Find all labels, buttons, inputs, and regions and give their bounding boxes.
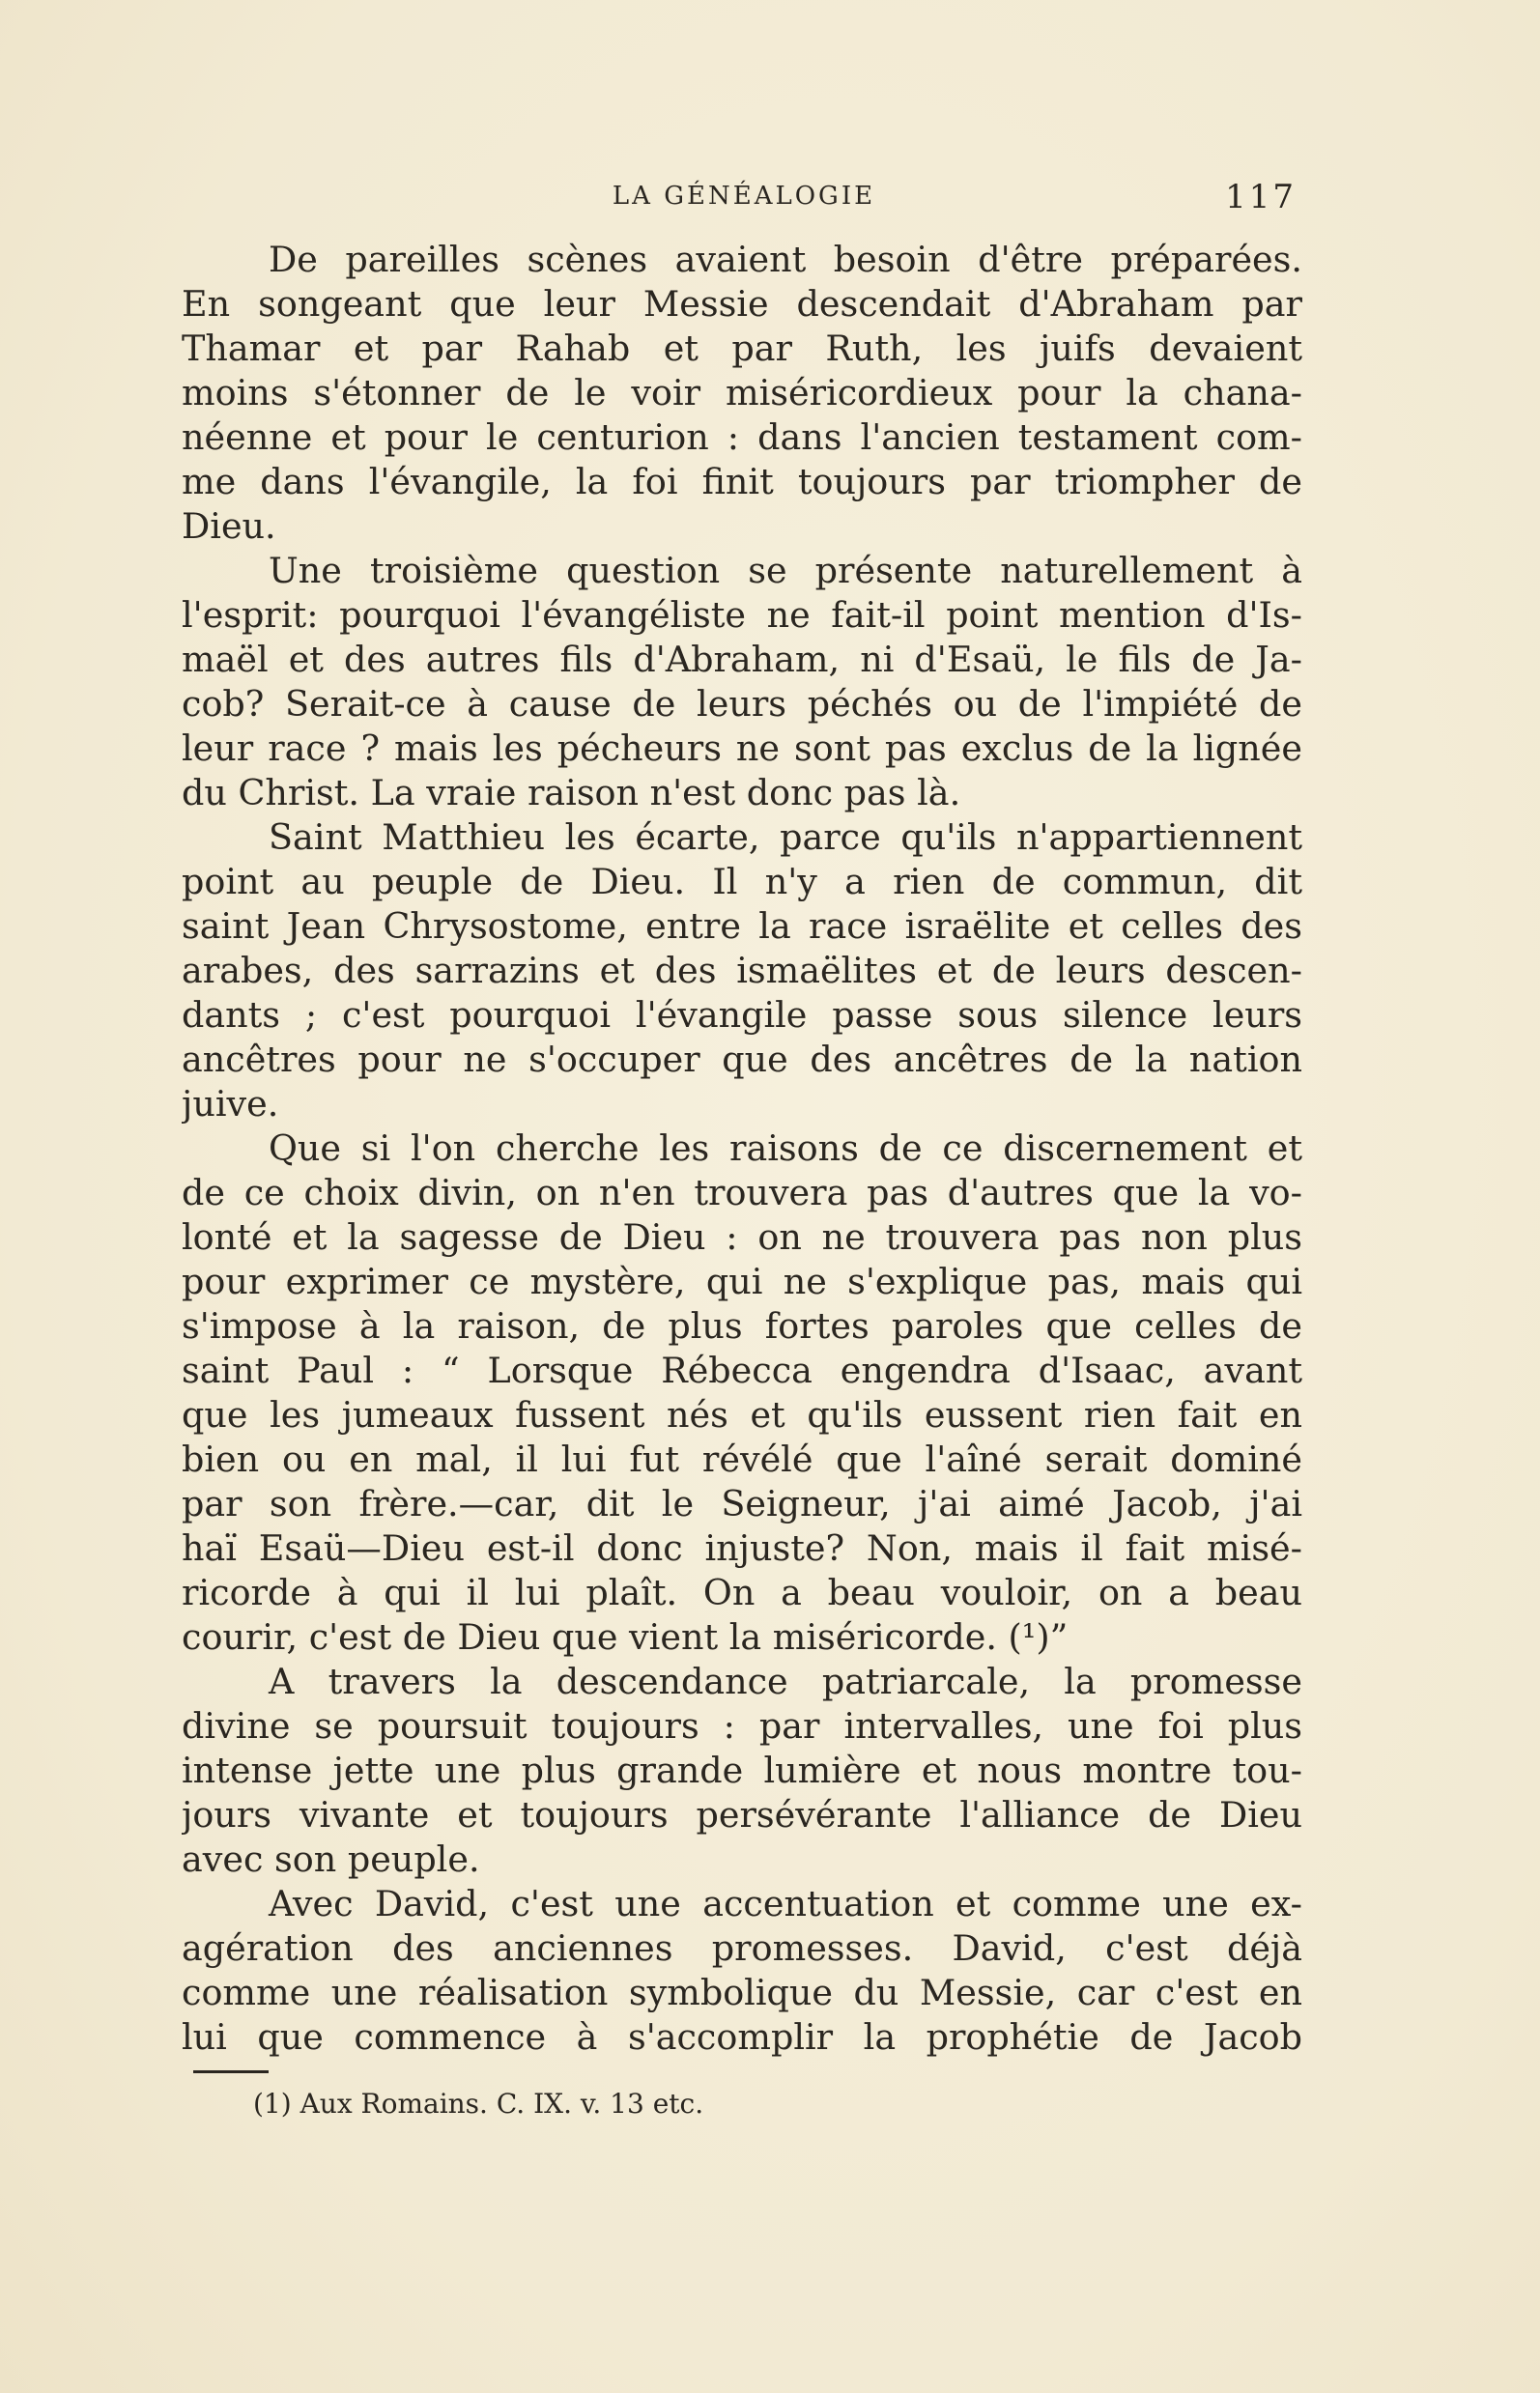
text-line: Thamar et par Rahab et par Ruth, les juifs devaient [182,328,1302,369]
text-line: maël et des autres fils d'Abraham, ni d'Esaü, le fils de Ja- [182,639,1302,680]
text-line: intense jette une plus grande lumière et nous montre tou- [182,1750,1302,1791]
running-title: LA GÉNÉALOGIE [612,182,876,211]
text-line: Une troisième question se présente naturellement à [269,550,1302,591]
text-line: s'impose à la raison, de plus fortes paroles que celles de [182,1305,1302,1347]
page-number: 117 [1225,178,1297,216]
text-line: du Christ. La vraie raison n'est donc pas là. [182,772,961,813]
text-line: saint Jean Chrysostome, entre la race israëlite et celles des [182,905,1302,947]
text-line: En songeant que leur Messie descendait d'Abraham par [182,283,1302,325]
text-line: Saint Matthieu les écarte, parce qu'ils n'appartiennent [269,816,1302,858]
text-line: comme une réalisation symbolique du Messie, car c'est en [182,1972,1302,2013]
text-line: saint Paul : “ Lorsque Rébecca engendra d'Isaac, avant [182,1350,1302,1391]
text-line: que les jumeaux fussent nés et qu'ils eussent rien fait en [182,1394,1302,1436]
text-line: avec son peuple. [182,1838,480,1880]
footnote-rule [193,2070,269,2073]
text-line: cob? Serait-ce à cause de leurs péchés ou de l'impiété de [182,683,1302,725]
footnote: (1) Aux Romains. C. IX. v. 13 etc. [253,2088,704,2120]
running-head [184,178,1304,220]
text-line: ancêtres pour ne s'occuper que des ancêtres de la nation [182,1039,1302,1080]
text-line: point au peuple de Dieu. Il n'y a rien de commun, dit [182,861,1302,902]
text-line: De pareilles scènes avaient besoin d'être préparées. [269,239,1302,280]
text-line: Que si l'on cherche les raisons de ce discernement et [269,1127,1302,1169]
text-line: néenne et pour le centurion : dans l'ancien testament com- [182,416,1302,458]
text-line: par son frère.—car, dit le Seigneur, j'ai aimé Jacob, j'ai [182,1483,1302,1524]
text-line: Avec David, c'est une accentuation et comme une ex- [269,1883,1302,1924]
text-line: moins s'étonner de le voir miséricordieux pour la chana- [182,372,1302,413]
text-line: arabes, des sarrazins et des ismaëlites et de leurs descen- [182,950,1302,991]
text-line: me dans l'évangile, la foi finit toujours par triompher de [182,461,1302,502]
text-line: divine se poursuit toujours : par intervalles, une foi plus [182,1705,1302,1747]
text-line: l'esprit: pourquoi l'évangéliste ne fait-il point mention d'Is- [182,594,1302,636]
text-line: agération des anciennes promesses. David, c'est déjà [182,1927,1302,1969]
text-line: leur race ? mais les pécheurs ne sont pas exclus de la lignée [182,727,1302,769]
text-line: juive. [182,1083,279,1125]
text-line: Dieu. [182,505,276,547]
text-line: A travers la descendance patriarcale, la promesse [269,1661,1302,1702]
text-line: de ce choix divin, on n'en trouvera pas d'autres que la vo- [182,1172,1302,1213]
body-text [182,238,1302,2060]
text-line: bien ou en mal, il lui fut révélé que l'aîné serait dominé [182,1439,1302,1480]
text-line: ricorde à qui il lui plaît. On a beau vouloir, on a beau [182,1572,1302,1613]
text-line: jours vivante et toujours persévérante l'alliance de Dieu [182,1794,1302,1836]
text-line: courir, c'est de Dieu que vient la miséricorde. (¹)” [182,1616,1069,1658]
text-line: haï Esaü—Dieu est-il donc injuste? Non, mais il fait misé- [182,1527,1302,1569]
text-line: lonté et la sagesse de Dieu : on ne trouvera pas non plus [182,1216,1302,1258]
text-line: lui que commence à s'accomplir la prophétie de Jacob [182,2016,1302,2058]
text-line: dants ; c'est pourquoi l'évangile passe sous silence leurs [182,994,1302,1036]
text-line: pour exprimer ce mystère, qui ne s'explique pas, mais qui [182,1261,1302,1302]
